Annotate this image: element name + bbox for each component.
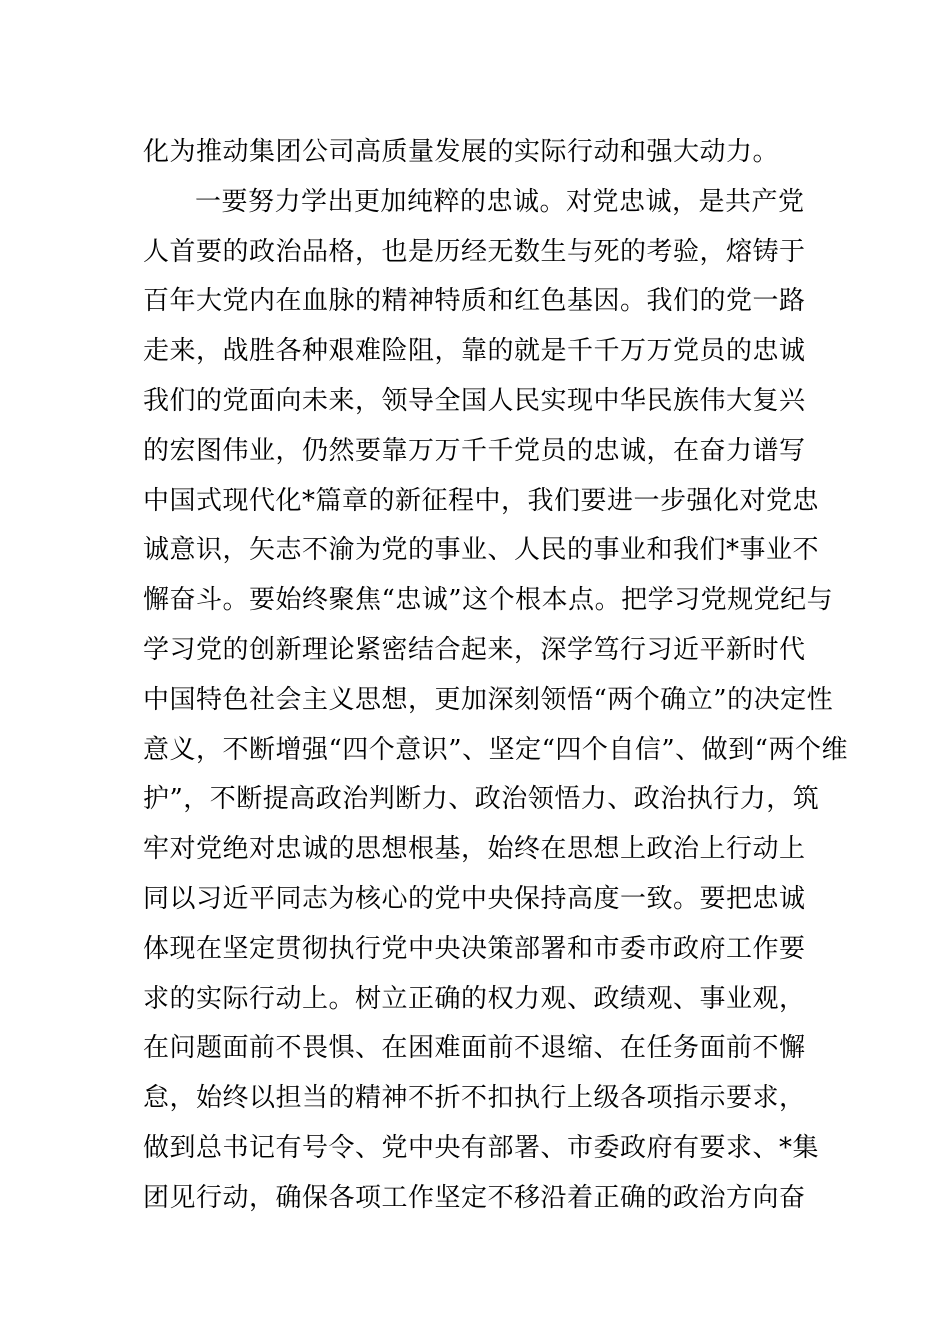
text-line: 求的实际行动上。树立正确的权力观、政绩观、事业观，	[143, 983, 806, 1014]
text-line: 化为推动集团公司高质量发展的实际行动和强大动力。	[143, 137, 780, 167]
text-line: 我们的党面向未来，领导全国人民实现中华民族伟大复兴	[143, 385, 806, 416]
text-line: 护”，不断提高政治判断力、政治领悟力、政治执行力，筑	[143, 784, 820, 815]
text-line: 体现在坚定贯彻执行党中央决策部署和市委市政府工作要	[143, 933, 806, 964]
text-line: 走来，战胜各种艰难险阻，靠的就是千千万万党员的忠诚	[143, 336, 806, 367]
text-line: 怠，始终以担当的精神不折不扣执行上级各项指示要求，	[143, 1083, 806, 1114]
text-line: 百年大党内在血脉的精神特质和红色基因。我们的党一路	[143, 286, 806, 317]
text-line: 在问题面前不畏惧、在困难面前不退缩、在任务面前不懈	[143, 1033, 806, 1064]
text-line: 做到总书记有号令、党中央有部署、市委政府有要求、*集	[143, 1132, 820, 1163]
text-line: 的宏图伟业，仍然要靠万万千千党员的忠诚，在奋力谱写	[143, 435, 806, 466]
text-line: 学习党的创新理论紧密结合起来，深学笃行习近平新时代	[143, 634, 806, 665]
paragraph-first-line: 一要努力学出更加纯粹的忠诚。对党忠诚，是共产党	[195, 186, 805, 217]
text-line: 团见行动，确保各项工作坚定不移沿着正确的政治方向奋	[143, 1182, 806, 1213]
text-line: 中国式现代化*篇章的新征程中，我们要进一步强化对党忠	[143, 485, 820, 516]
document-body	[143, 128, 848, 1224]
text-line: 牢对党绝对忠诚的思想根基，始终在思想上政治上行动上	[143, 834, 806, 865]
text-line: 人首要的政治品格，也是历经无数生与死的考验，熔铸于	[143, 236, 806, 267]
text-line: 同以习近平同志为核心的党中央保持高度一致。要把忠诚	[143, 883, 806, 914]
text-line: 中国特色社会主义思想，更加深刻领悟“两个确立”的决定性	[143, 684, 834, 715]
text-line: 意义，不断增强“四个意识”、坚定“四个自信”、做到“两个维	[143, 734, 848, 765]
text-line: 懈奋斗。要始终聚焦“忠诚”这个根本点。把学习党规党纪与	[143, 585, 834, 616]
text-line: 诚意识，矢志不渝为党的事业、人民的事业和我们*事业不	[143, 535, 820, 566]
